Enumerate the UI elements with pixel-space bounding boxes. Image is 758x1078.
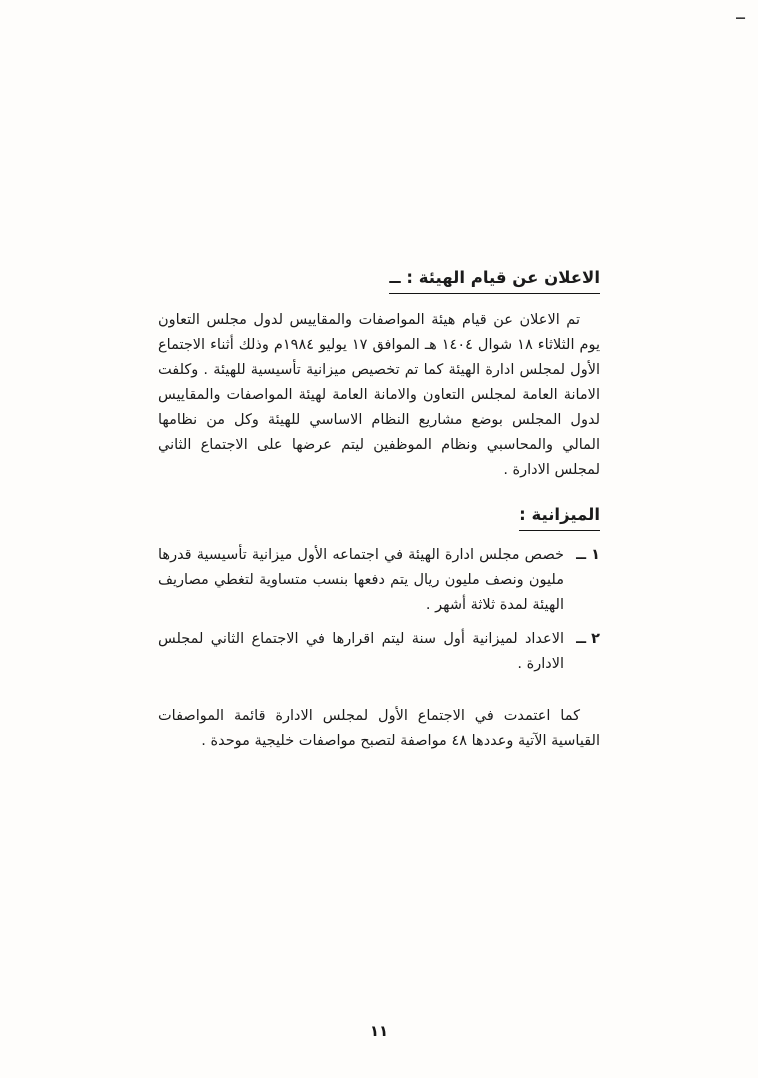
closing-paragraph: كما اعتمدت في الاجتماع الأول لمجلس الادارة قائمة المواصفات القياسية الآتية وعددها ٤٨ مواصفة لتصبح مواصفات خليجية موحدة . [158,708,600,750]
item-text: الاعداد لميزانية أول سنة ليتم اقرارها في الاجتماع الثاني لمجلس الادارة . [158,630,564,672]
corner-mark: ــ [736,8,745,23]
list-item [158,627,600,677]
announcement-heading [158,266,600,294]
budget-list [158,543,600,677]
announcement-paragraph: تم الاعلان عن قيام هيئة المواصفات والمقاييس لدول مجلس التعاون يوم الثلاثاء ١٨ شوال ١٤٠٤ هـ الموافق ١٧ يوليو ١٩٨٤م وذلك أثناء الاجتماع الأول لمجلس ادارة الهيئة كما تم تخصيص ميزانية تأسيسية للهيئة . وكلفت الامانة العامة لمجلس التعاون والامانة العامة لهيئة المواصفات والمقاييس لدول المجلس بوضع مشاريع النظام الاساسي للهيئة وكل من نظامها المالي والمحاسبي ونظام الموظفين ليتم عرضها على الاجتماع الثاني لمجلس الادارة . [158,312,601,478]
item-text: خصص مجلس ادارة الهيئة في اجتماعه الأول ميزانية تأسيسية قدرها مليون ونصف مليون ريال يتم دفعها بنسب متساوية لتغطي مصاريف الهيئة لمدة ثلاثة أشهر . [158,546,564,613]
item-number: ١ ــ [576,546,600,563]
item-number: ٢ ــ [576,630,600,647]
budget-heading [158,503,600,531]
page-number: ١١ [369,1022,389,1040]
page-content [158,266,600,772]
announcement-heading-text: الاعلان عن قيام الهيئة : ــ [389,266,600,294]
list-item [158,543,600,618]
budget-heading-text: الميزانية : [519,503,600,531]
